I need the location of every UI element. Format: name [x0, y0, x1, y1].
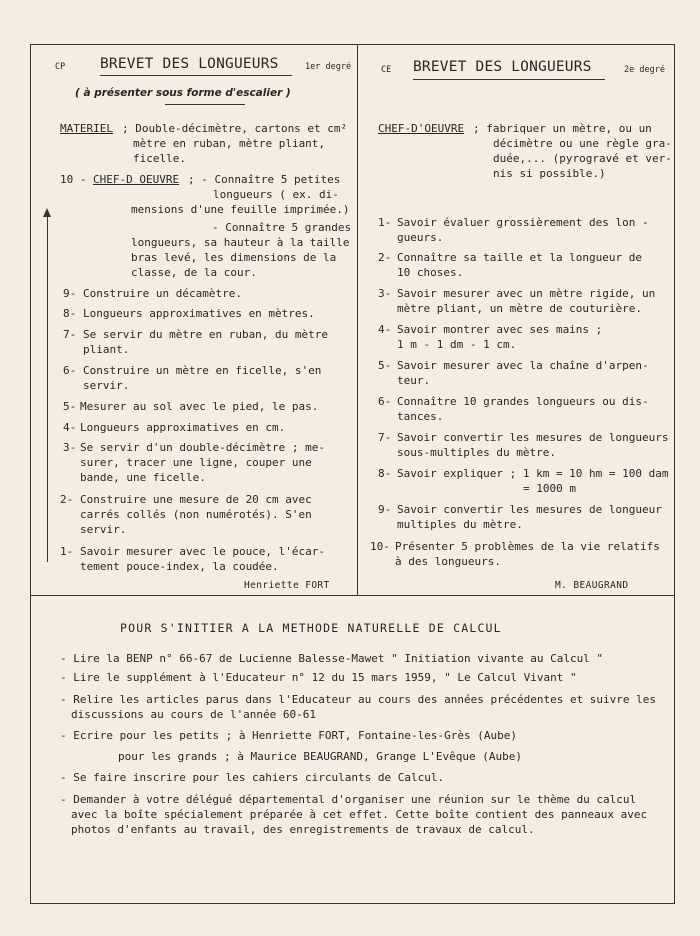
right-chef-line: ; fabriquer un mètre, ou un [473, 122, 652, 135]
footer-title: POUR S'INITIER A LA METHODE NATURELLE DE CALCUL [120, 621, 502, 635]
footer-item: pour les grands ; à Maurice BEAUGRAND, Grange L'Evêque (Aube) [118, 750, 522, 763]
right-item-number: 9- [378, 503, 392, 516]
right-level-code: CE [381, 65, 392, 75]
left-item-line: Construire un mètre en ficelle, s'en [83, 364, 322, 377]
right-item-line: tances. [397, 410, 444, 423]
left-level: 1er degré [305, 62, 352, 72]
materiel-line: mètre en ruban, mètre pliant, [133, 137, 326, 150]
left-item-number: 3- [63, 441, 77, 454]
materiel-line: ; Double-décimètre, cartons et cm² [122, 122, 348, 135]
right-chef-line: duée,... (pyrogravé et ver- [493, 152, 672, 165]
footer-item-line: photos d'enfants au travail, des enregistrements de travaux de calcul. [71, 823, 535, 836]
left-item-line: Longueurs approximatives en cm. [80, 421, 286, 434]
right-item-line: Savoir évaluer grossièrement des lon - [397, 216, 649, 229]
right-item-number: 6- [378, 395, 392, 408]
right-item-line: Savoir montrer avec ses mains ; [397, 323, 603, 336]
materiel-line: ficelle. [133, 152, 186, 165]
right-item-number: 10- [370, 540, 390, 553]
right-chef-line: décimètre ou une règle gra- [493, 137, 672, 150]
left-chef-number: 10 - [60, 173, 87, 186]
left-item-line: surer, tracer une ligne, couper une [80, 456, 312, 469]
right-item-number: 1- [378, 216, 392, 229]
right-item-line: Savoir convertir les mesures de longueur [397, 503, 662, 516]
left-item-line: servir. [83, 379, 130, 392]
left-item-line: Se servir d'un double-décimètre ; me- [80, 441, 326, 454]
left-item-number: 8- [63, 307, 77, 320]
footer-item-line: discussions au cours de l'année 60-61 [71, 708, 317, 721]
right-item-number: 4- [378, 323, 392, 336]
left-subtitle: ( à présenter sous forme d'escalier ) [75, 87, 291, 99]
right-title: BREVET DES LONGUEURS [413, 59, 592, 75]
right-item-line: sous-multiples du mètre. [397, 446, 556, 459]
footer-item: - Demander à votre délégué départemental d'organiser une réunion sur le thème du calcul [60, 793, 637, 806]
left-chef-label: CHEF-D OEUVRE [93, 173, 180, 186]
left-item-number: 2- [60, 493, 74, 506]
left-item-line: Construire une mesure de 20 cm avec [80, 493, 312, 506]
left-item-number: 7- [63, 328, 77, 341]
right-level: 2e degré [624, 65, 665, 75]
left-subtitle-rule [165, 104, 245, 105]
left-item-line: servir. [80, 523, 127, 536]
right-item-line: = 1000 m [523, 482, 576, 495]
left-chef-line: classe, de la cour. [131, 266, 257, 279]
right-item-line: teur. [397, 374, 431, 387]
right-item-number: 7- [378, 431, 392, 444]
right-item-line: Savoir convertir les mesures de longueurs [397, 431, 669, 444]
left-item-line: bande, une ficelle. [80, 471, 206, 484]
left-item-line: carrés collés (non numérotés). S'en [80, 508, 312, 521]
left-chef-line: longueurs ( ex. di- [213, 188, 339, 201]
left-item-number: 4- [63, 421, 77, 434]
footer-item: - Relire les articles parus dans l'Educateur au cours des années précédentes et suivre les [60, 693, 657, 706]
left-item-number: 6- [63, 364, 77, 377]
right-item-line: à des longueurs. [395, 555, 501, 568]
right-chef-line: nis si possible.) [493, 167, 606, 180]
right-item-line: 10 choses. [397, 266, 464, 279]
left-item-line: Longueurs approximatives en mètres. [83, 307, 315, 320]
left-item-line: Construire un décamètre. [83, 287, 242, 300]
left-signature: Henriette FORT [244, 580, 330, 591]
left-chef-line: longueurs, sa hauteur à la taille [131, 236, 350, 249]
left-chef-line: bras levé, les dimensions de la [131, 251, 337, 264]
left-item-line: pliant. [83, 343, 130, 356]
footer-item: - Lire la BENP n° 66-67 de Lucienne Balesse-Mawet " Initiation vivante au Calcul " [60, 652, 604, 665]
left-item-line: Mesurer au sol avec le pied, le pas. [80, 400, 319, 413]
right-item-number: 8- [378, 467, 392, 480]
left-item-line: Se servir du mètre en ruban, du mètre [83, 328, 329, 341]
left-chef-line: - Connaître 5 grandes [212, 221, 352, 234]
footer-item: - Lire le supplément à l'Educateur n° 12 du 15 mars 1959, " Le Calcul Vivant " [60, 671, 577, 684]
right-item-line: Savoir mesurer avec la chaîne d'arpen- [397, 359, 649, 372]
right-title-underline [413, 79, 605, 80]
left-level-code: CP [55, 62, 66, 72]
right-item-line: Connaître 10 grandes longueurs ou dis- [397, 395, 649, 408]
left-chef-line: mensions d'une feuille imprimée.) [131, 203, 350, 216]
left-item-number: 9- [63, 287, 77, 300]
materiel-label: MATERIEL [60, 122, 113, 135]
left-title-underline [100, 75, 292, 76]
right-item-number: 2- [378, 251, 392, 264]
right-item-line: mètre pliant, un mètre de couturière. [397, 302, 643, 315]
right-chef-label: CHEF-D'OEUVRE [378, 122, 465, 135]
left-item-number: 5- [63, 400, 77, 413]
right-signature: M. BEAUGRAND [555, 580, 629, 591]
right-item-number: 3- [378, 287, 392, 300]
right-item-line: Connaître sa taille et la longueur de [397, 251, 643, 264]
left-chef-line: ; - Connaître 5 petites [188, 173, 341, 186]
column-divider [357, 44, 358, 595]
right-item-line: 1 m - 1 dm - 1 cm. [397, 338, 517, 351]
right-item-line: Savoir mesurer avec un mètre rigide, un [397, 287, 656, 300]
left-item-line: tement pouce-index, la coudée. [80, 560, 279, 573]
footer-item-line: avec la boîte spécialement préparée à cet effet. Cette boîte contient des panneaux avec [71, 808, 648, 821]
left-item-line: Savoir mesurer avec le pouce, l'écar- [80, 545, 326, 558]
footer-item: - Ecrire pour les petits ; à Henriette FORT, Fontaine-les-Grès (Aube) [60, 729, 517, 742]
right-item-line: multiples du mètre. [397, 518, 523, 531]
right-item-line: Savoir expliquer ; 1 km = 10 hm = 100 dam [397, 467, 669, 480]
right-item-line: gueurs. [397, 231, 444, 244]
right-item-number: 5- [378, 359, 392, 372]
left-title: BREVET DES LONGUEURS [100, 56, 279, 72]
footer-item: - Se faire inscrire pour les cahiers circulants de Calcul. [60, 771, 445, 784]
staircase-arrow [47, 214, 48, 562]
left-item-number: 1- [60, 545, 74, 558]
right-item-line: Présenter 5 problèmes de la vie relatifs [395, 540, 660, 553]
section-divider [30, 595, 675, 596]
